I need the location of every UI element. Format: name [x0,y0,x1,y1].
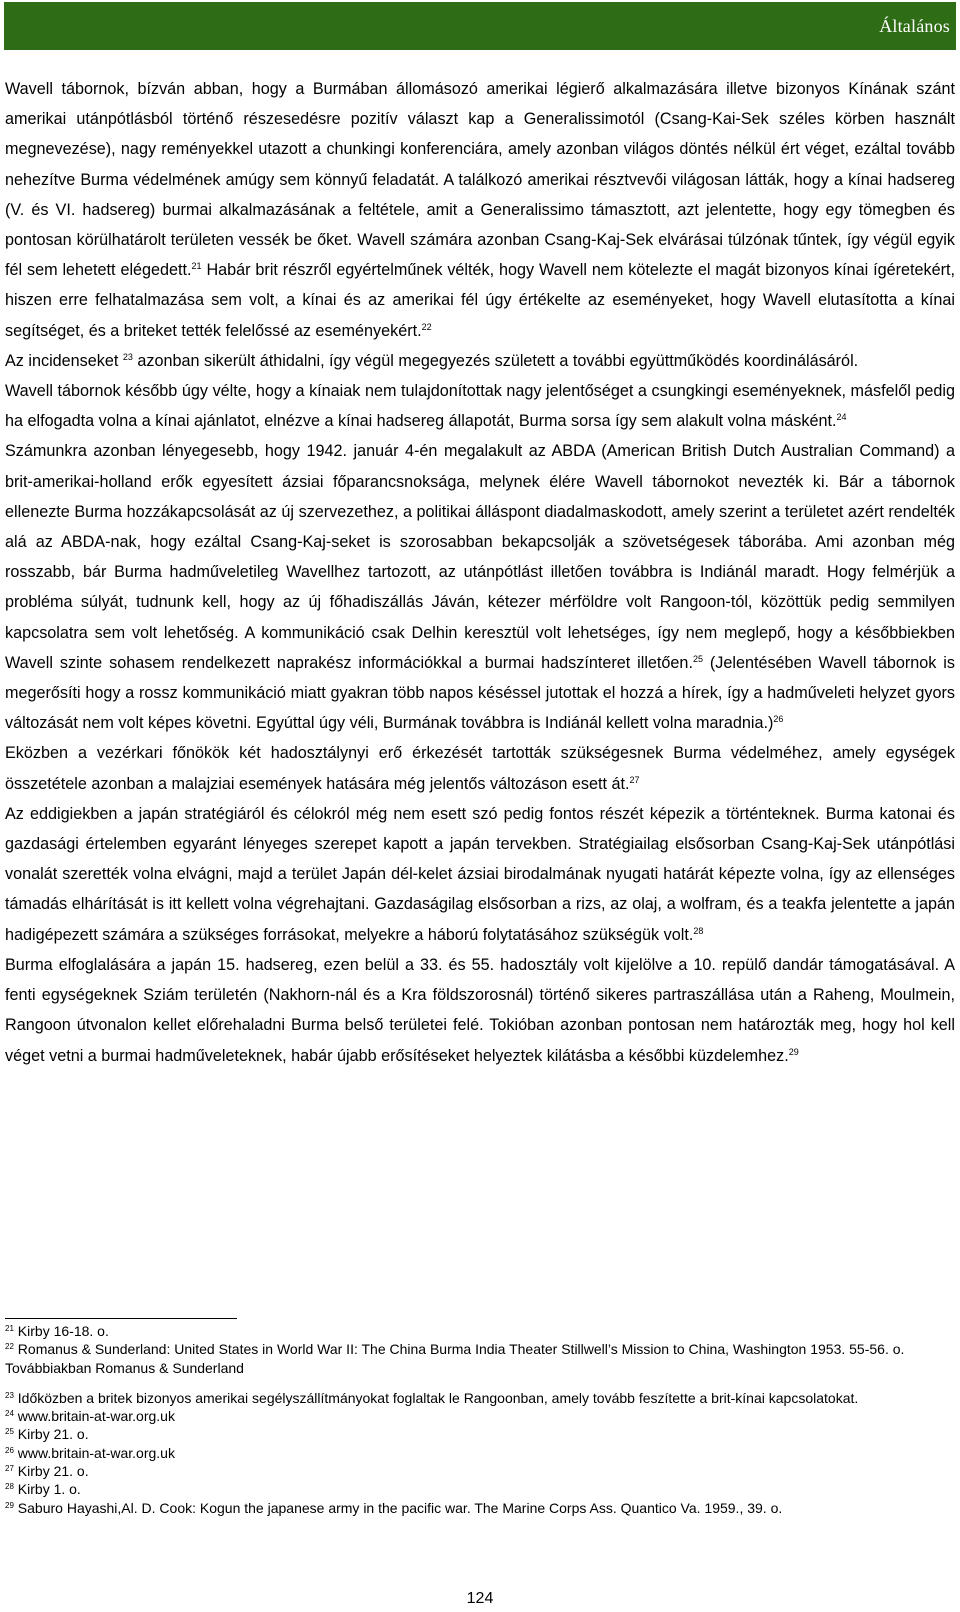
section-header-bar [4,2,956,50]
footnote-separator [5,1318,237,1319]
footnote-reference: 25 [692,653,703,664]
paragraph [5,738,955,798]
section-title: Általános [879,16,950,36]
footnote [5,1425,955,1443]
footnote-text: www.britain-at-war.org.uk [17,1444,175,1461]
body-text [5,74,955,1071]
footnote-number: 28 [5,1482,14,1492]
footnote [5,1499,955,1517]
footnote [5,1389,955,1407]
footnote-number: 23 [5,1390,14,1400]
paragraph-text: azonban sikerült áthidalni, így végül megegyezés született a további együttműködés koordinálásáról. [132,351,859,370]
footnote [5,1322,955,1340]
paragraph-text: Burma elfoglalására a japán 15. hadsereg, ezen belül a 33. és 55. hadosztály volt kijelölve a 10. repülő dandár támogatásával. A fenti egységeknek Sziám területén (Nakhorn-nál és a Kra földszorosnál) történő sikeres partraszállása után a Raheng, Moulmein, Rangoon útvonalon kellet előrehaladni Burma belső területei felé. Tokióban azonban pontosan nem határozták meg, hogy hol kell véget vetni a burmai hadműveleteknek, habár újabb erősítéseket helyeztek kilátásba a későbbi küzdelemhez. [5,955,955,1065]
footnote-reference: 24 [836,412,847,423]
paragraph [5,74,955,346]
footnote-reference: 23 [122,351,133,362]
paragraph-text: Eközben a vezérkari főnökök két hadosztálynyi erő érkezését tartották szükségesnek Burma védelméhez, amely egységek összetétele azonban a malajziai események hatására még jelentős változáson esett át. [5,744,955,793]
page-number: 124 [466,1590,494,1607]
paragraph-text: Számunkra azonban lényegesebb, hogy 1942. január 4-én megalakult az ABDA (American British Dutch Australian Command) a brit-amerikai-holland erők egyesített ázsiai főparancsnoksága, melynek élére Wavell tábornokot nevezték ki. Bár a tábornok ellenezte Burma hozzákapcsolását az új szervezethez, a politikai álláspont diadalmaskodott, amely szerint a területet azért rendelték alá az ABDA-nak, hogy ezáltal Csang-Kaj-seket is szorosabban bekapcsolják a szövetségesek táborába. Ami azonban még rosszabb, bár Burma hadműveletileg Wavellhez tartozott, az utánpótlást illetően továbbra is Indiánál maradt. Hogy felmérjük a probléma súlyát, tudnunk kell, hogy az új főhadiszállás Jáván, kétezer mérföldre volt Rangoon-tól, közöttük pedig semmilyen kapcsolatra sem volt lehetőség. A kommunikáció csak Delhin keresztül volt lehetséges, így nem meglepő, hogy a későbbiekben Wavell szinte sohasem rendelkezett naprakész információkkal a burmai hadszínteret illetően. [5,442,955,672]
footnote [5,1340,955,1377]
paragraph [5,436,955,738]
footnote-number: 25 [5,1427,14,1437]
footnote [5,1462,955,1480]
footnote-number: 22 [5,1342,14,1352]
footnote [5,1407,955,1425]
paragraph-text: Az incidenseket [5,351,123,370]
footnote-reference: 27 [629,774,640,785]
paragraph-text: Az eddigiekben a japán stratégiáról és célokról még nem esett szó pedig fontos részét képezik a történteknek. Burma katonai és gazdasági értelemben egyaránt lényeges szerepet kapott a japán tervekben. Stratégiailag elsősorban Csang-Kaj-Sek utánpótlási vonalát szerették volna elvágni, majd a terület Japán dél-kelet ázsiai birodalmának nyugati határát képezte volna, így az ellenséges támadás elhárítását is itt kellett volna végrehajtani. Gazdaságilag elsősorban a rizs, az olaj, a wolfram, és a teakfa jelentette a japán hadigépezett számára a szükséges forrásokat, melyekre a háború folytatásához szükségük volt. [5,804,955,944]
footnote [5,1444,955,1462]
footnote-reference: 26 [773,714,784,725]
footnote-text: Kirby 21. o. [17,1426,89,1443]
footnote-number: 21 [5,1324,14,1333]
footnote-text: Kirby 16-18. o. [17,1323,109,1339]
paragraph-text: Wavell tábornok, bízván abban, hogy a Burmában állomásozó amerikai légierő alkalmazására illetve bizonyos Kínának szánt amerikai utánpótlásból történő részesedésre pozitív választ kap a Generalissimotól (Csang-Kai-Sek széles körben használt megnevezése), nagy reményekkel utazott a chunkingi konferenciára, amely azonban világos döntés nélkül ért véget, ezáltal tovább nehezítve Burma védelmének amúgy sem könnyű feladatát. A találkozó amerikai résztvevői világosan látták, hogy a kínai hadsereg (V. és VI. hadsereg) burmai alkalmazásának a feltétele, amit a Generalissimo támasztott, azt jelentette, hogy egy tömegben és pontosan körülhatárolt területen vessék be őket. Wavell számára azonban Csang-Kaj-Sek elvárásai túlzónak tűntek, így végül egyik fél sem lehetett elégedett. [5,80,955,280]
paragraph-text: (Jelentésében Wavell tábornok is megerősíti hogy a rossz kommunikáció miatt gyakran több napos késéssel jutottak el hozzá a hírek, így a hadműveleti helyzet gyors változását nem volt képes követni. Egyúttal úgy véli, Burmának továbbra is Indiánál kellett volna maradnia.) [5,653,955,733]
footnote-number: 24 [5,1409,14,1419]
footnote-reference: 29 [788,1046,799,1057]
footnote-reference: 28 [693,925,704,936]
footnotes [5,1322,955,1517]
paragraph [5,376,955,436]
footnote-text: Időközben a britek bizonyos amerikai segélyszállítmányokat foglaltak le Rangoonban, amely tovább feszítette a brit-kínai kapcsolatokat. [17,1389,859,1406]
paragraph [5,346,955,376]
paragraph [5,799,955,950]
footnote-text: www.britain-at-war.org.uk [17,1408,175,1425]
paragraph-text: Habár brit részről egyértelműnek vélték, hogy Wavell nem kötelezte el magát bizonyos kínai ígéretekért, hiszen erre felhatalmazása sem volt, a kínai és az amerikai fél úgy értékelte az eseményeket, hogy Wavell elutasította a kínai segítséget, és a briteket tették felelőssé az eseményekért. [5,261,955,340]
footnote-number: 29 [5,1500,14,1510]
footnote-number: 27 [5,1464,14,1474]
footnote-text: Kirby 21. o. [17,1463,89,1480]
footnote-number: 26 [5,1445,14,1455]
paragraph [5,950,955,1071]
footnote-reference: 22 [421,321,432,332]
paragraph-text: Wavell tábornok később úgy vélte, hogy a kínaiak nem tulajdonítottak nagy jelentőséget a csungkingi eseményeknek, másfelől pedig ha elfogadta volna a kínai ajánlatot, elnézve a kínai hadsereg állapotát, Burma sorsa így sem alakult volna másként. [5,382,955,431]
footnote-text: Kirby 1. o. [17,1481,81,1498]
footnote-text: Romanus & Sunderland: United States in World War II: The China Burma India Theater Stillwell’s Mission to China, Washington 1953. 55-56. o. Továbbiakban Romanus & Sunderland [5,1341,905,1376]
footnote [5,1480,955,1498]
footnote-reference: 21 [191,261,202,272]
footnote-text: Saburo Hayashi,Al. D. Cook: Kogun the japanese army in the pacific war. The Marine Corps Ass. Quantico Va. 1959., 39. o. [17,1499,783,1516]
